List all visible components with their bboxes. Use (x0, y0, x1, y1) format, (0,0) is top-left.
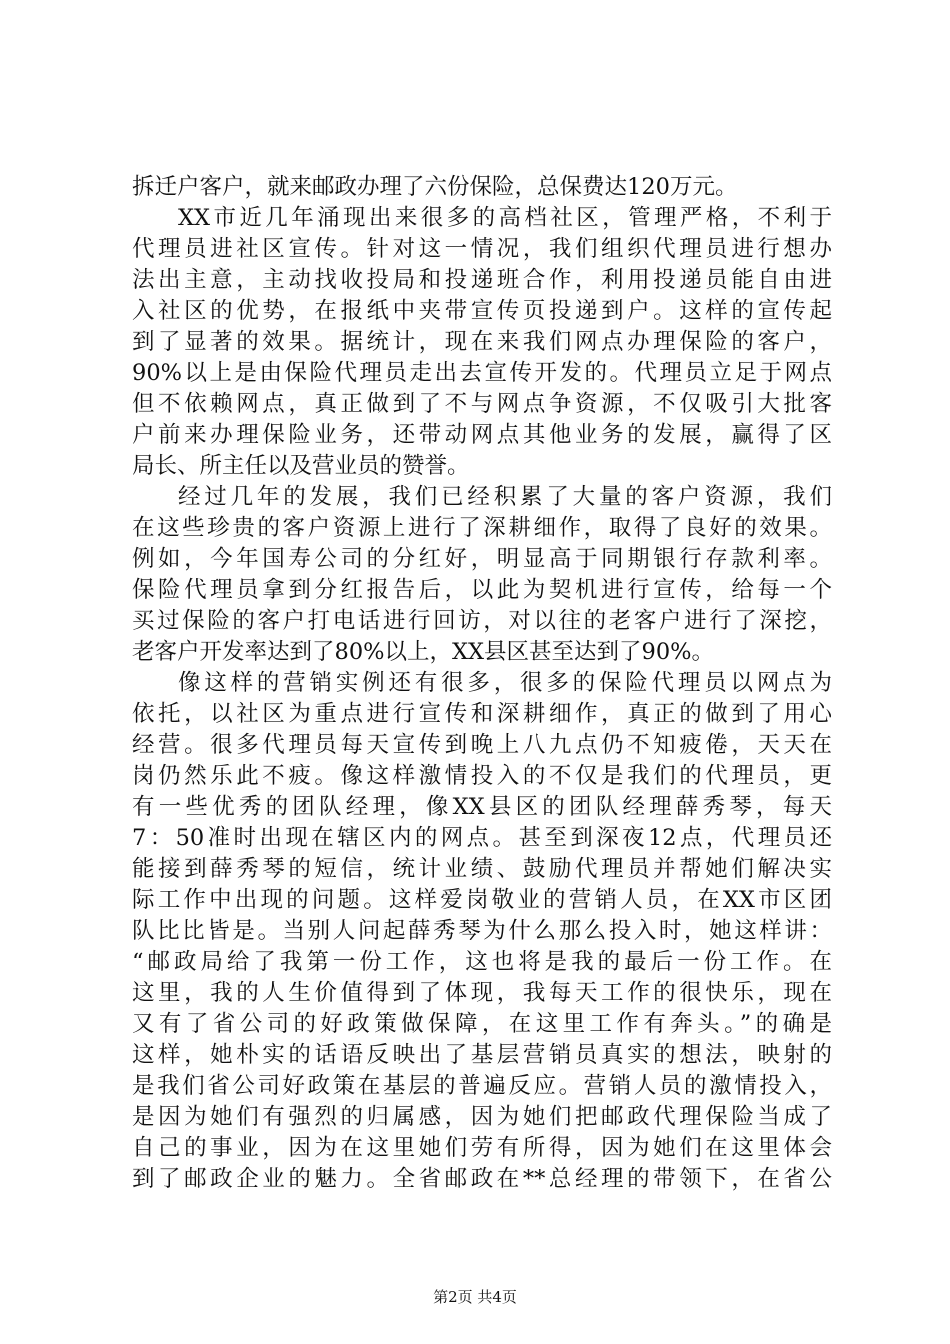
text-line: 像这样的营销实例还有很多，很多的保险代理员以网点为 (178, 670, 832, 696)
text-line: 入社区的优势，在报纸中夹带宣传页投递到户。这样的宣传起 (132, 298, 832, 324)
text-line: 是我们省公司好政策在基层的普遍反应。营销人员的激情投入， (132, 1073, 832, 1099)
text-line: 自己的事业，因为在这里她们劳有所得，因为她们在这里体会 (132, 1135, 832, 1161)
text-line: 例如，今年国寿公司的分红好，明显高于同期银行存款利率。 (132, 546, 832, 572)
text-line: 又有了省公司的好政策做保障，在这里工作有奔头。”的确是 (132, 1011, 832, 1037)
text-line: “邮政局给了我第一份工作，这也将是我的最后一份工作。在 (132, 949, 832, 975)
text-line: 代理员进社区宣传。针对这一情况，我们组织代理员进行想办 (132, 236, 832, 262)
text-line: 7：50准时出现在辖区内的网点。甚至到深夜12点，代理员还 (132, 825, 832, 851)
body-text (132, 172, 832, 1195)
page-footer: 第2页 共4页 (433, 1288, 517, 1306)
text-line: 这里，我的人生价值得到了体现，我每天工作的很快乐，现在 (132, 980, 832, 1006)
text-line: 买过保险的客户打电话进行回访，对以往的老客户进行了深挖， (132, 608, 832, 634)
text-line: 到了显著的效果。据统计，现在来我们网点办理保险的客户， (132, 329, 832, 355)
text-line: 有一些优秀的团队经理，像XX县区的团队经理薛秀琴，每天 (132, 794, 832, 820)
text-line: 90%以上是由保险代理员走出去宣传开发的。代理员立足于网点 (132, 360, 832, 386)
text-line: 老客户开发率达到了80%以上，XX县区甚至达到了90%。 (132, 639, 715, 665)
text-line: 法出主意，主动找收投局和投递班合作，利用投递员能自由进 (132, 267, 832, 293)
text-line: 但不依赖网点，真正做到了不与网点争资源，不仅吸引大批客 (132, 391, 832, 417)
text-line: 队比比皆是。当别人问起薛秀琴为什么那么投入时，她这样讲： (132, 918, 832, 944)
text-line: 户前来办理保险业务，还带动网点其他业务的发展，赢得了区 (132, 422, 832, 448)
text-line: 依托，以社区为重点进行宣传和深耕细作，真正的做到了用心 (132, 701, 832, 727)
text-line: 际工作中出现的问题。这样爱岗敬业的营销人员，在XX市区团 (132, 887, 832, 913)
text-line: 保险代理员拿到分红报告后，以此为契机进行宣传，给每一个 (132, 577, 832, 603)
text-line: 在这些珍贵的客户资源上进行了深耕细作，取得了良好的效果。 (132, 515, 832, 541)
text-line: XX市近几年涌现出来很多的高档社区，管理严格，不利于 (178, 205, 832, 231)
text-line: 局长、所主任以及营业员的赞誉。 (132, 453, 470, 479)
text-line: 是因为她们有强烈的归属感，因为她们把邮政代理保险当成了 (132, 1104, 832, 1130)
text-line: 拆迁户客户，就来邮政办理了六份保险，总保费达120万元。 (132, 174, 738, 200)
text-line: 这样，她朴实的话语反映出了基层营销员真实的想法，映射的 (132, 1042, 832, 1068)
text-line: 经营。很多代理员每天宣传到晚上八九点仍不知疲倦，天天在 (132, 732, 832, 758)
text-line: 岗仍然乐此不疲。像这样激情投入的不仅是我们的代理员，更 (132, 763, 832, 789)
text-line: 能接到薛秀琴的短信，统计业绩、鼓励代理员并帮她们解决实 (132, 856, 832, 882)
text-line: 经过几年的发展，我们已经积累了大量的客户资源，我们 (178, 484, 832, 510)
text-line: 到了邮政企业的魅力。全省邮政在**总经理的带领下，在省公 (132, 1166, 832, 1192)
